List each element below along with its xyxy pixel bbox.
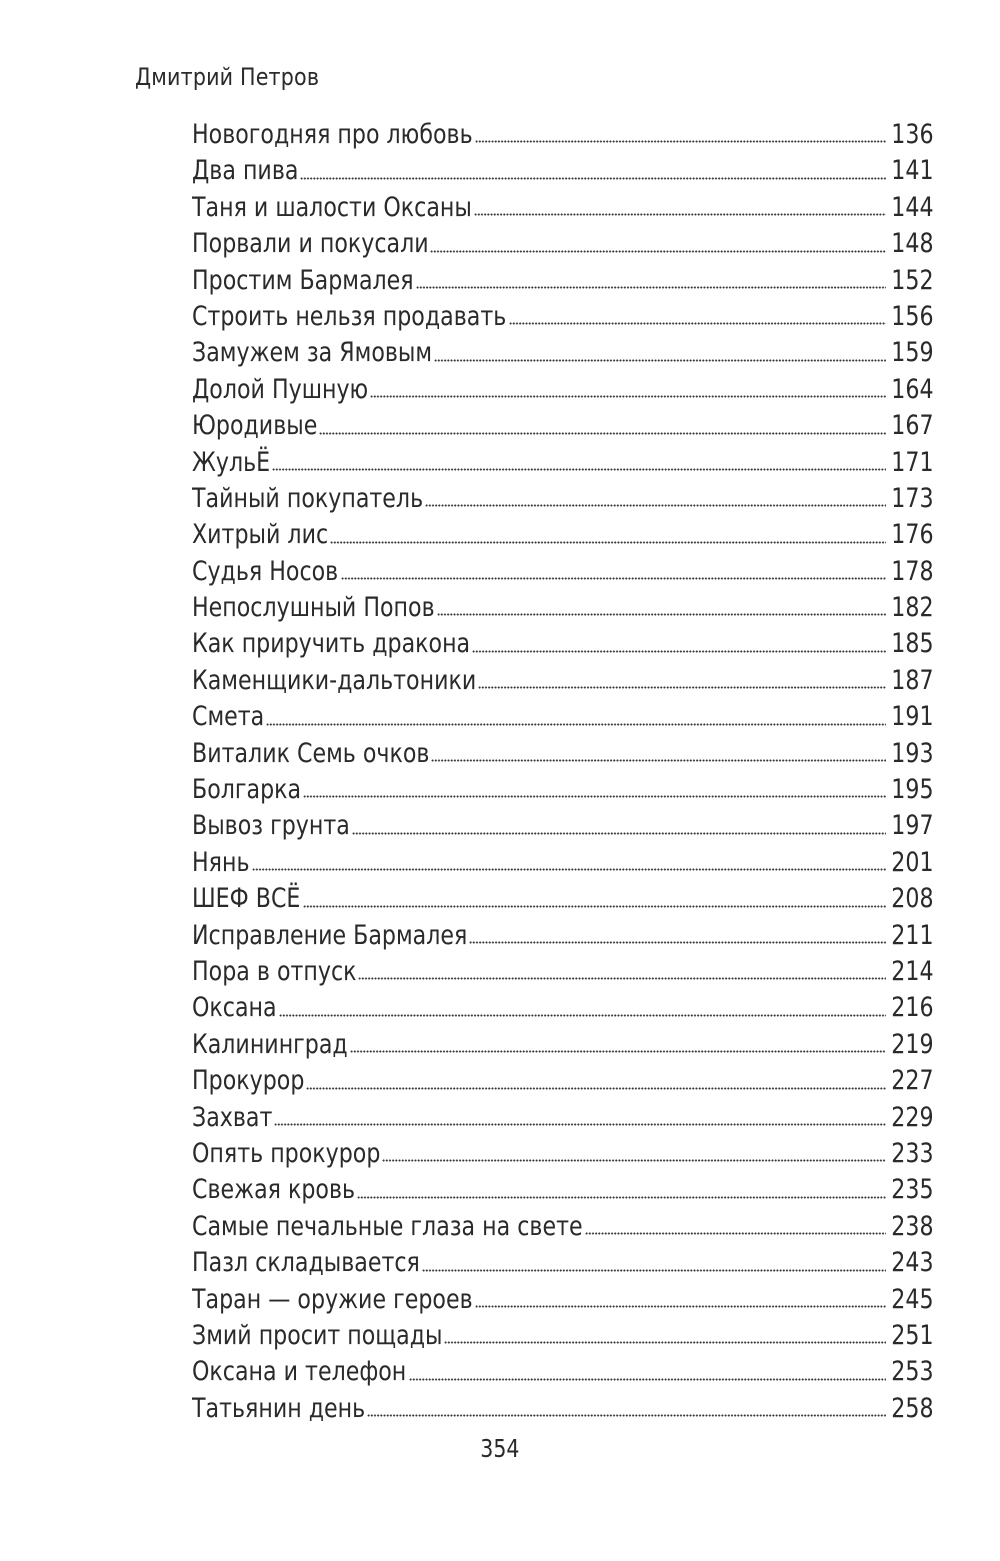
dot-leader	[341, 577, 887, 580]
toc-entry	[192, 736, 934, 772]
dot-leader	[300, 177, 886, 180]
toc-entry	[192, 299, 934, 335]
dot-leader	[306, 1087, 886, 1090]
toc-entry-title: Смета	[192, 701, 265, 733]
toc-entry-page: 152	[891, 264, 934, 296]
toc-entry-title: Змий просит пощады	[192, 1319, 443, 1351]
toc-entry-page: 253	[891, 1356, 934, 1388]
dot-leader	[382, 1159, 886, 1162]
toc-entry	[192, 335, 934, 371]
dot-leader	[303, 905, 887, 908]
toc-entry	[192, 772, 934, 808]
toc-entry	[192, 226, 934, 262]
table-of-contents	[192, 117, 934, 1427]
toc-entry-title: Как приручить дракона	[192, 628, 471, 660]
toc-entry-page: 164	[891, 373, 934, 405]
running-head-author: Дмитрий Петров	[135, 63, 320, 91]
toc-entry-page: 235	[891, 1174, 934, 1206]
toc-entry-page: 171	[891, 446, 934, 478]
dot-leader	[370, 395, 886, 398]
toc-entry	[192, 1245, 934, 1281]
toc-entry-title: Строить нельзя продавать	[192, 300, 507, 332]
toc-entry	[192, 590, 934, 626]
toc-entry	[192, 190, 934, 226]
dot-leader	[416, 286, 886, 289]
toc-entry	[192, 626, 934, 662]
toc-entry	[192, 845, 934, 881]
dot-leader	[330, 541, 886, 544]
toc-entry-title: Замужем за Ямовым	[192, 337, 433, 369]
dot-leader	[319, 432, 886, 435]
toc-entry-page: 182	[891, 592, 934, 624]
dot-leader	[475, 1305, 886, 1308]
dot-leader	[303, 795, 886, 798]
toc-entry-page: 211	[891, 919, 934, 951]
toc-entry-page: 136	[891, 119, 934, 150]
toc-entry-title: Тайный покупатель	[192, 482, 424, 514]
toc-entry-page: 251	[891, 1319, 934, 1351]
toc-entry-title: Хитрый лис	[192, 519, 329, 551]
toc-entry	[192, 990, 934, 1026]
toc-entry	[192, 1100, 934, 1136]
toc-entry	[192, 1172, 934, 1208]
dot-leader	[350, 1050, 887, 1053]
dot-leader	[475, 140, 886, 143]
toc-entry-title: Исправление Бармалея	[192, 919, 468, 951]
dot-leader	[469, 941, 886, 944]
toc-entry	[192, 1136, 934, 1172]
toc-entry-title: Татьянин день	[192, 1392, 366, 1424]
toc-entry-title: Нянь	[192, 846, 250, 878]
toc-entry-page: 245	[891, 1283, 934, 1315]
dot-leader	[444, 1341, 886, 1344]
dot-leader	[474, 213, 886, 216]
toc-entry-title: Юродивые	[192, 410, 318, 442]
toc-entry	[192, 1063, 934, 1099]
dot-leader	[272, 468, 886, 471]
toc-entry-title: Захват	[192, 1101, 273, 1133]
toc-entry-page: 141	[891, 155, 934, 187]
toc-entry-page: 214	[891, 955, 934, 987]
toc-entry-title: Долой Пушную	[192, 373, 369, 405]
toc-entry-page: 238	[891, 1210, 934, 1242]
toc-entry-page: 144	[891, 191, 934, 223]
toc-entry-title: Порвали и покусали	[192, 228, 429, 260]
dot-leader	[358, 977, 886, 980]
toc-entry-title: Непослушный Попов	[192, 592, 435, 624]
toc-entry-title: Два пива	[192, 155, 299, 187]
dot-leader	[430, 250, 886, 253]
toc-entry-page: 233	[891, 1137, 934, 1169]
toc-entry	[192, 1318, 934, 1354]
toc-entry	[192, 1027, 934, 1063]
toc-entry-page: 185	[891, 628, 934, 660]
toc-entry-title: Простим Бармалея	[192, 264, 414, 296]
toc-entry-page: 258	[891, 1392, 934, 1424]
toc-entry-title: Опять прокурор	[192, 1137, 381, 1169]
toc-entry-page: 195	[891, 774, 934, 806]
toc-entry-page: 176	[891, 519, 934, 551]
toc-entry	[192, 1391, 934, 1427]
dot-leader	[279, 1014, 886, 1017]
dot-leader	[266, 723, 886, 726]
toc-entry	[192, 481, 934, 517]
toc-entry-title: Калининград	[192, 1028, 348, 1060]
dot-leader	[585, 1232, 886, 1235]
toc-entry	[192, 153, 934, 189]
toc-entry-title: Таран — оружие героев	[192, 1283, 473, 1315]
toc-entry-page: 156	[891, 300, 934, 332]
toc-entry-title: Судья Носов	[192, 555, 339, 587]
toc-entry-page: 197	[891, 810, 934, 842]
dot-leader	[409, 1378, 887, 1381]
dot-leader	[437, 613, 887, 616]
toc-entry	[192, 554, 934, 590]
toc-entry-page: 159	[891, 337, 934, 369]
toc-entry-page: 229	[891, 1101, 934, 1133]
toc-entry	[192, 445, 934, 481]
dot-leader	[422, 1269, 886, 1272]
toc-entry	[192, 881, 934, 917]
toc-entry	[192, 408, 934, 444]
toc-entry-title: ЖульЁ	[192, 446, 271, 478]
toc-entry	[192, 117, 934, 153]
toc-entry-title: Таня и шалости Оксаны	[192, 191, 472, 223]
toc-entry-title: Самые печальные глаза на свете	[192, 1210, 583, 1242]
toc-entry	[192, 1282, 934, 1318]
dot-leader	[472, 650, 886, 653]
toc-entry-title: Болгарка	[192, 774, 302, 806]
dot-leader	[274, 1123, 886, 1126]
toc-entry	[192, 517, 934, 553]
toc-entry-title: ШЕФ ВСЁ	[192, 883, 301, 915]
toc-entry-title: Свежая кровь	[192, 1174, 356, 1206]
toc-entry	[192, 663, 934, 699]
toc-entry-page: 193	[891, 737, 934, 769]
toc-entry	[192, 954, 934, 990]
toc-entry-page: 191	[891, 701, 934, 733]
page-number	[0, 1432, 1000, 1466]
dot-leader	[431, 759, 886, 762]
toc-entry-title: Каменщики-дальтоники	[192, 664, 477, 696]
toc-entry	[192, 263, 934, 299]
dot-leader	[434, 359, 886, 362]
dot-leader	[367, 1414, 886, 1417]
dot-leader	[252, 868, 887, 871]
toc-entry-page: 219	[891, 1028, 934, 1060]
toc-entry-title: Новогодняя про любовь	[192, 119, 473, 150]
dot-leader	[509, 322, 887, 325]
toc-entry-page: 173	[891, 482, 934, 514]
toc-entry-title: Вывоз грунта	[192, 810, 350, 842]
toc-entry-page: 216	[891, 992, 934, 1024]
toc-entry-title: Пазл складывается	[192, 1247, 420, 1279]
toc-entry-page: 187	[891, 664, 934, 696]
dot-leader	[425, 504, 886, 507]
toc-entry-page: 243	[891, 1247, 934, 1279]
toc-entry	[192, 1354, 934, 1390]
toc-entry-page: 167	[891, 410, 934, 442]
toc-entry	[192, 808, 934, 844]
toc-entry-title: Прокурор	[192, 1065, 305, 1097]
dot-leader	[478, 686, 886, 689]
toc-entry-title: Оксана и телефон	[192, 1356, 407, 1388]
toc-entry-title: Виталик Семь очков	[192, 737, 430, 769]
toc-entry-page: 227	[891, 1065, 934, 1097]
toc-entry-page: 208	[891, 883, 934, 915]
dot-leader	[357, 1196, 886, 1199]
toc-entry	[192, 1209, 934, 1245]
toc-entry-page: 201	[891, 846, 934, 878]
toc-entry-title: Пора в отпуск	[192, 955, 357, 987]
toc-entry-page: 178	[891, 555, 934, 587]
toc-entry-page: 148	[891, 228, 934, 260]
toc-entry	[192, 699, 934, 735]
toc-entry	[192, 372, 934, 408]
dot-leader	[352, 832, 886, 835]
page-number-text: 354	[480, 1434, 520, 1463]
toc-entry	[192, 918, 934, 954]
toc-entry-title: Оксана	[192, 992, 277, 1024]
